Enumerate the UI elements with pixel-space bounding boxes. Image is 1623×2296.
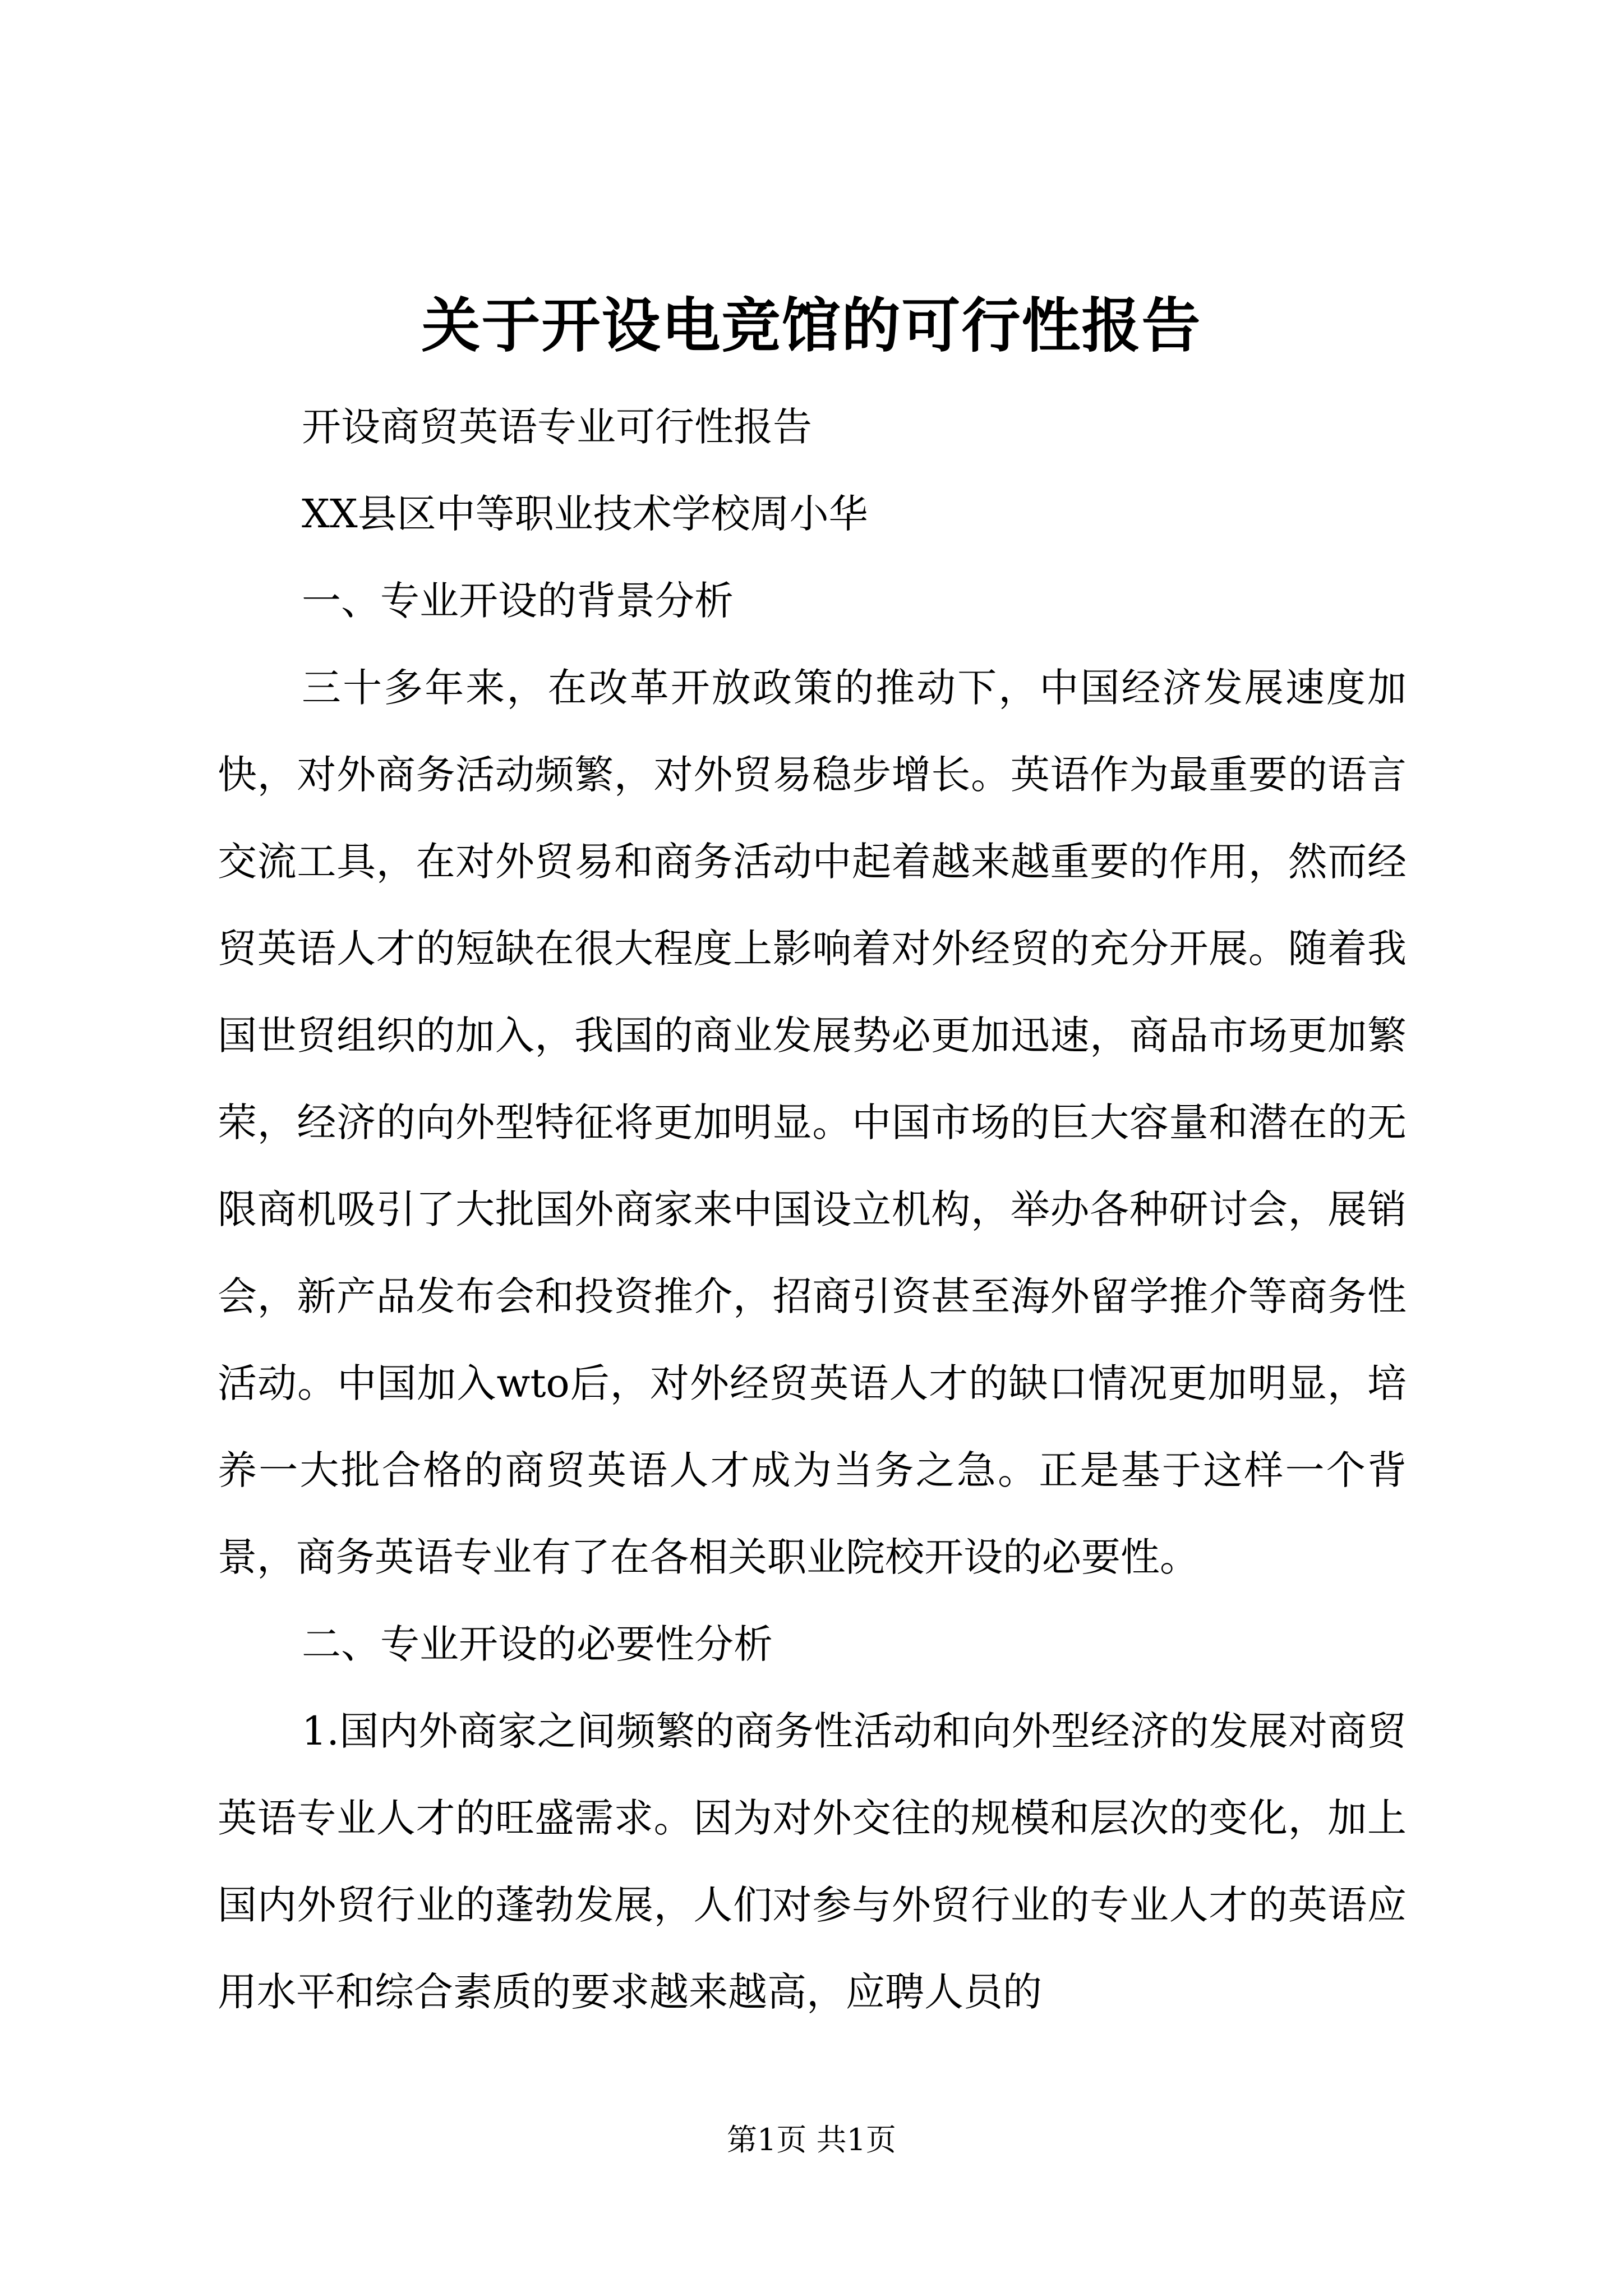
- document-body: [218, 384, 1407, 2036]
- necessity-paragraph: 1.国内外商家之间频繁的商务性活动和向外型经济的发展对商贸英语专业人才的旺盛需求。因为对外交往的规模和层次的变化，加上国内外贸行业的蓬勃发展，人们对参与外贸行业的专业人才的英语应用水平和综合素质的要求越来越高，应聘人员的: [218, 1708, 1407, 2015]
- author-paragraph: XX县区中等职业技术学校周小华: [302, 491, 868, 537]
- page-footer: 第1页 共1页: [727, 2122, 896, 2157]
- document-title: 关于开设电竞馆的可行性报告: [421, 291, 1202, 360]
- subtitle-paragraph: 开设商贸英语专业可行性报告: [302, 404, 812, 450]
- section-heading-background: 一、专业开设的背景分析: [302, 578, 734, 624]
- background-paragraph: 三十多年来，在改革开放政策的推动下，中国经济发展速度加快，对外商务活动频繁，对外贸易稳步增长。英语作为最重要的语言交流工具，在对外贸易和商务活动中起着越来越重要的作用，然而经贸英语人才的短缺在很大程度上影响着对外经贸的充分开展。随着我国世贸组织的加入，我国的商业发展势必更加迅速，商品市场更加繁荣，经济的向外型特征将更加明显。中国市场的巨大容量和潜在的无限商机吸引了大批国外商家来中国设立机构，举办各种研讨会，展销会，新产品发布会和投资推介，招商引资甚至海外留学推介等商务性活动。中国加入wto后，对外经贸英语人才的缺口情况更加明显，培养一大批合格的商贸英语人才成为当务之急。正是基于这样一个背景，商务英语专业有了在各相关职业院校开设的必要性。: [218, 665, 1407, 1580]
- section-heading-necessity: 二、专业开设的必要性分析: [302, 1621, 773, 1667]
